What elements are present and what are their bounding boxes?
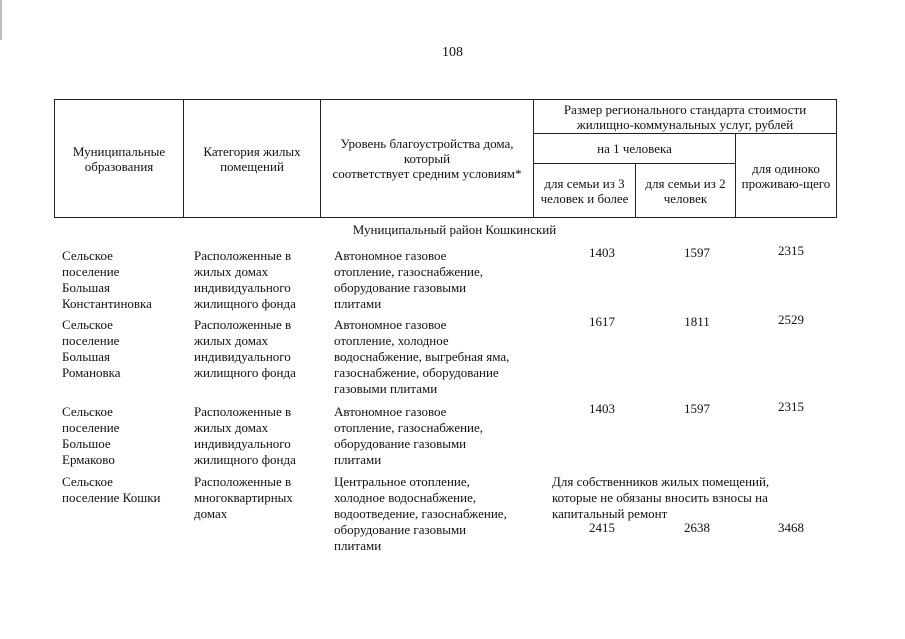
value-family-2: 1597 [684,245,710,260]
value-single: 2315 [778,243,804,258]
header-municipality: Муниципальные образования [55,100,184,218]
district-title: Муниципальный район Кошкинский [352,222,557,237]
header-level: Уровень благоустройства дома, который соответствует средним условиям* [321,100,534,218]
value-family-3: 2415 [589,520,615,535]
value-family-3: 1403 [589,245,615,260]
category-cell: Расположенные в жилых домах индивидуального жилищного фонда [194,248,296,311]
value-single: 2315 [778,399,804,414]
value-family-2: 2638 [684,520,710,535]
municipality-cell: Сельское поселение Большая Константиновка [62,248,152,311]
note-cell: Для собственников жилых помещений, которые не обязаны вносить взносы на капитальный ремонт [552,474,770,521]
value-family-3: 1617 [589,314,615,329]
table-header [54,99,837,218]
municipality-cell: Сельское поселение Кошки [62,474,161,505]
value-family-3: 1403 [589,401,615,416]
category-cell: Расположенные в жилых домах индивидуального жилищного фонда [194,317,296,380]
value-family-2: 1811 [684,314,710,329]
header-family-3: для семьи из 3 человек и более [534,164,636,218]
municipality-cell: Сельское поселение Большая Романовка [62,317,121,380]
header-per-person: на 1 человека [534,134,736,164]
header-single: для одиноко проживаю-щего [736,134,837,218]
header-family-2: для семьи из 2 человек [636,164,736,218]
level-cell: Автономное газовое отопление, газоснабжение, оборудование газовыми плитами [334,404,484,467]
category-cell: Расположенные в многоквартирных домах [194,474,293,521]
value-single: 3468 [778,520,804,535]
value-family-2: 1597 [684,401,710,416]
level-cell: Автономное газовое отопление, холодное водоснабжение, выгребная яма, газоснабжение, оборудование газовыми плитами [334,317,510,396]
header-category: Категория жилых помещений [184,100,321,218]
value-single: 2529 [778,312,804,327]
header-standard-size: Размер регионального стандарта стоимости жилищно-коммунальных услуг, рублей [534,100,837,134]
page-number: 108 [442,45,463,60]
municipality-cell: Сельское поселение Большое Ермаково [62,404,120,467]
level-cell: Автономное газовое отопление, газоснабжение, оборудование газовыми плитами [334,248,484,311]
margin-mark-top [0,0,2,40]
category-cell: Расположенные в жилых домах индивидуального жилищного фонда [194,404,296,467]
level-cell: Центральное отопление, холодное водоснабжение, водоотведение, газоснабжение, оборудование газовыми плитами [334,474,507,553]
